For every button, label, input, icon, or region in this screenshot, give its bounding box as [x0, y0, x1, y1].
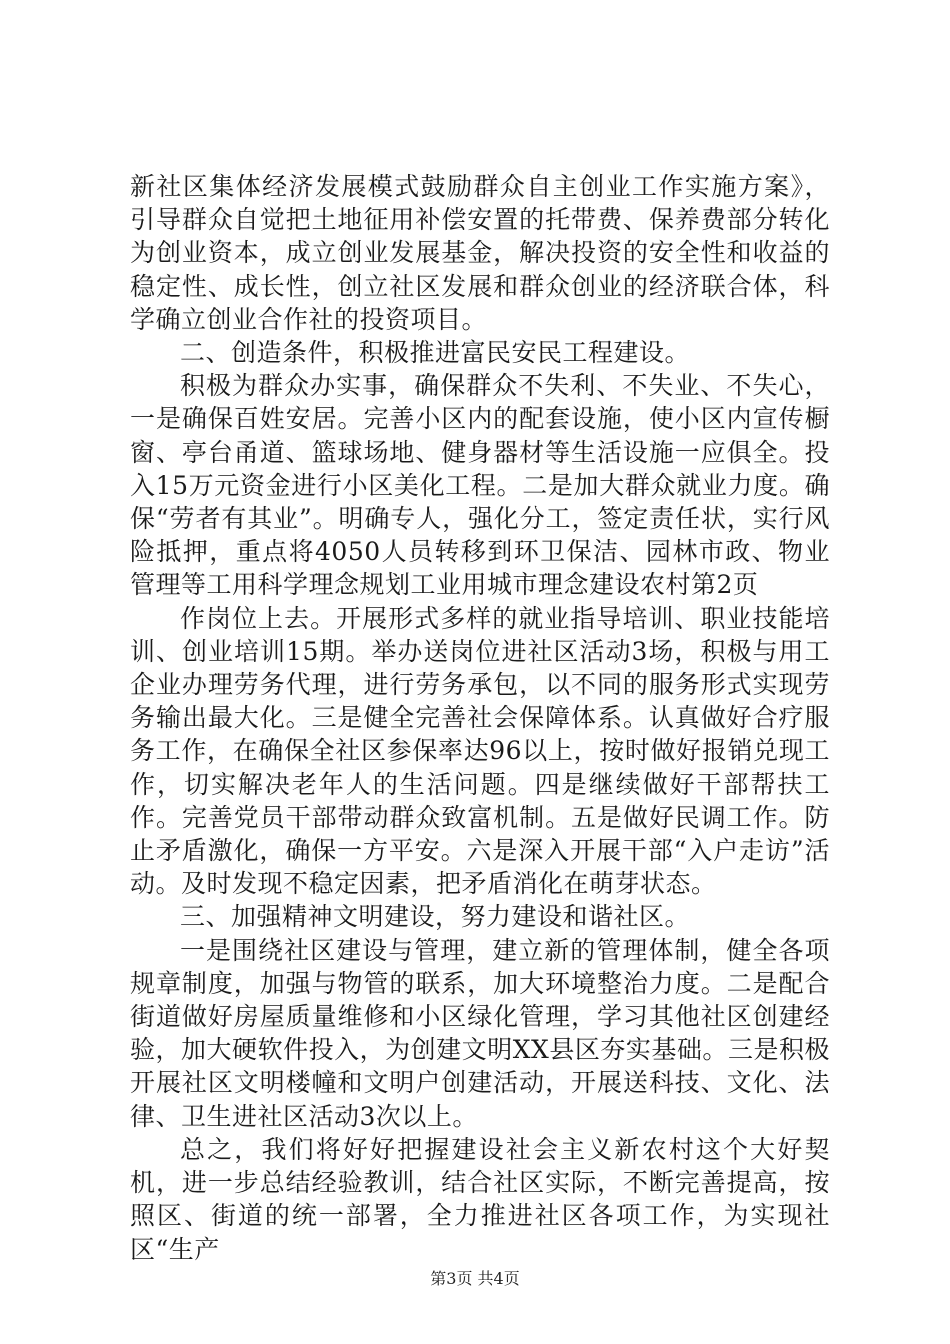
- paragraph-section-two-continued: 作岗位上去。开展形式多样的就业指导培训、职业技能培训、创业培训15期。举办送岗位进社区活动3场，积极与用工企业办理劳务代理，进行劳务承包，以不同的服务形式实现劳务输出最大化。三是健全完善社会保障体系。认真做好合疗服务工作，在确保全社区参保率达96以上，按时做好报销兑现工作，切实解决老年人的生活问题。四是继续做好干部帮扶工作。完善党员干部带动群众致富机制。五是做好民调工作。防止矛盾激化，确保一方平安。六是深入开展干部“入户走访”活动。及时发现不稳定因素，把矛盾消化在萌芽状态。: [130, 603, 830, 899]
- page-footer: 第3页 共4页: [430, 1269, 520, 1288]
- paragraph-conclusion: 总之，我们将好好把握建设社会主义新农村这个大好契机，进一步总结经验教训，结合社区实际，不断完善提高，按照区、街道的统一部署，全力推进社区各项工作，为实现社区“生产: [130, 1134, 830, 1264]
- section-heading-two: 二、创造条件，积极推进富民安民工程建设。: [180, 338, 691, 368]
- document-body: [130, 170, 830, 1266]
- paragraph-continuation: 新社区集体经济发展模式鼓励群众自主创业工作实施方案》，引导群众自觉把土地征用补偿安置的托带费、保养费部分转化为创业资本，成立创业发展基金，解决投资的安全性和收益的稳定性、成长性，创立社区发展和群众创业的经济联合体，科学确立创业合作社的投资项目。: [130, 172, 830, 334]
- paragraph-section-three: 一是围绕社区建设与管理，建立新的管理体制，健全各项规章制度，加强与物管的联系，加大环境整治力度。二是配合街道做好房屋质量维修和小区绿化管理，学习其他社区创建经验，加大硬软件投入，为创建文明XX县区夯实基础。三是积极开展社区文明楼幢和文明户创建活动，开展送科技、文化、法律、卫生进社区活动3次以上。: [130, 935, 830, 1131]
- paragraph-section-two: 积极为群众办实事，确保群众不失利、不失业、不失心，一是确保百姓安居。完善小区内的配套设施，使小区内宣传橱窗、亭台甬道、篮球场地、健身器材等生活设施一应俱全。投入15万元资金进行小区美化工程。二是加大群众就业力度。确保“劳者有其业”。明确专人，强化分工，签定责任状，实行风险抵押，重点将4050人员转移到环卫保洁、园林市政、物业管理等工用科学理念规划工业用城市理念建设农村第2页: [130, 371, 830, 600]
- section-heading-three: 三、加强精神文明建设，努力建设和谐社区。: [180, 902, 691, 932]
